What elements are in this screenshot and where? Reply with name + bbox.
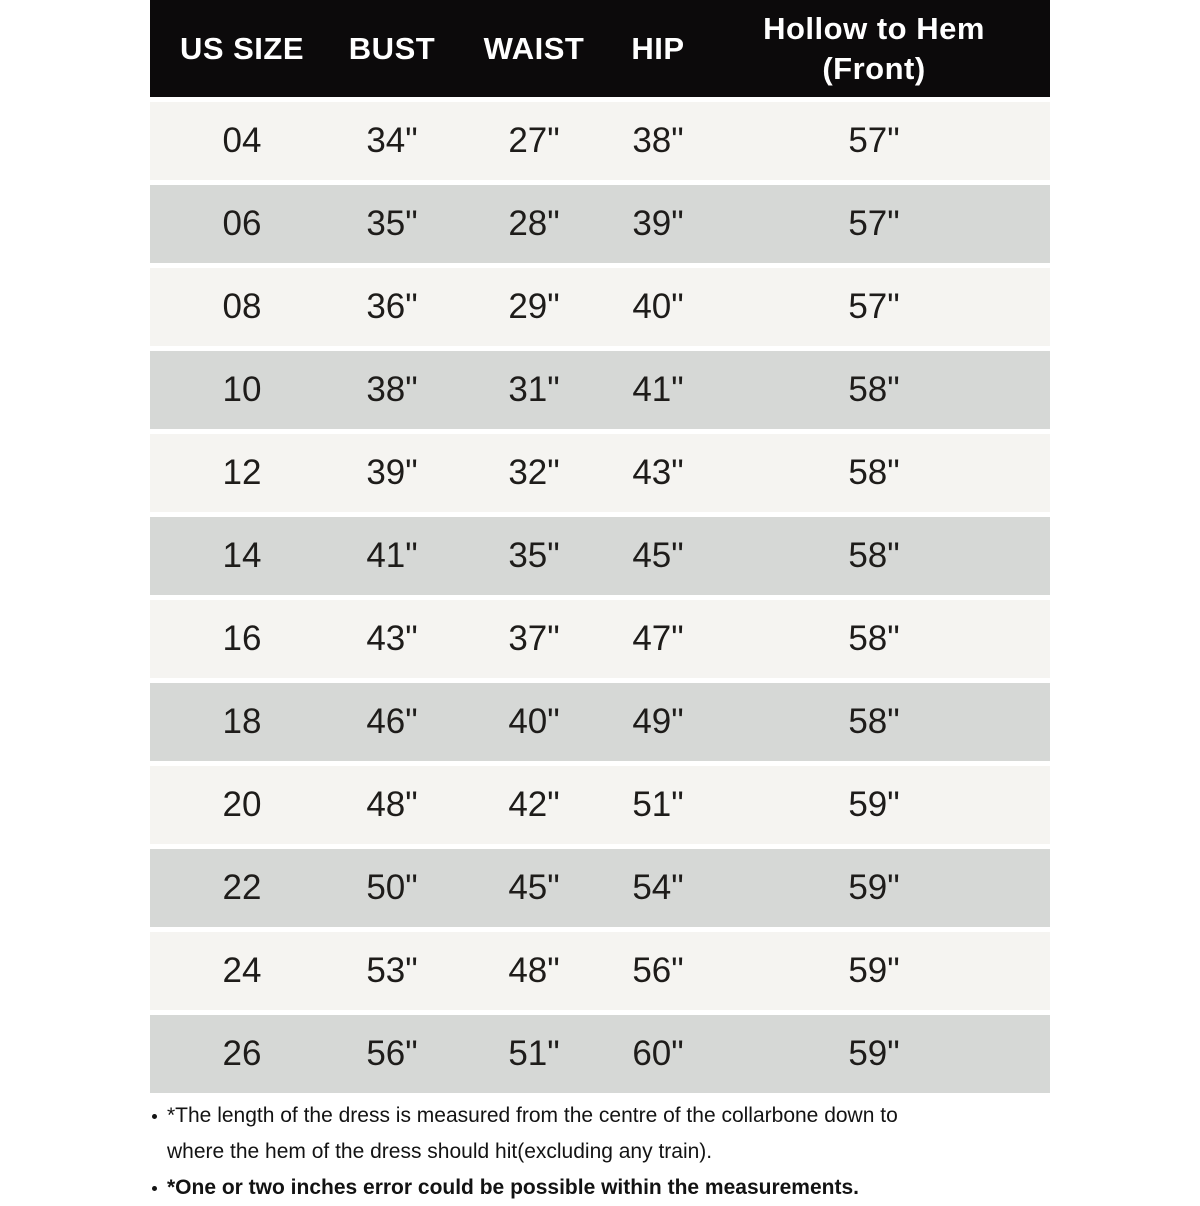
cell-hip: 45" [632, 536, 684, 575]
cell-us-size: 16 [222, 619, 262, 658]
cell-waist: 51" [508, 1034, 560, 1073]
table-row-size-04 [150, 102, 1050, 180]
cell-hollow-to-hem: 57" [848, 287, 900, 326]
cell-bust: 46" [366, 702, 418, 741]
cell-us-size: 08 [222, 287, 262, 326]
cell-hollow-to-hem: 57" [848, 204, 900, 243]
cell-bust: 43" [366, 619, 418, 658]
bullet-icon [152, 1186, 157, 1191]
cell-us-size: 10 [222, 370, 262, 409]
cell-waist: 31" [508, 370, 560, 409]
cell-hip: 49" [632, 702, 684, 741]
cell-bust: 36" [366, 287, 418, 326]
table-row-size-12 [150, 434, 1050, 512]
cell-us-size: 06 [222, 204, 262, 243]
note-text-line: *One or two inches error could be possible within the measurements. [167, 1176, 859, 1199]
cell-hollow-to-hem: 59" [848, 785, 900, 824]
column-header-waist [450, 0, 618, 97]
cell-bust: 56" [366, 1034, 418, 1073]
table-row-size-18 [150, 683, 1050, 761]
table-row-size-06 [150, 185, 1050, 263]
cell-us-size: 12 [222, 453, 262, 492]
note-text-line: *The length of the dress is measured from the centre of the collarbone down to [167, 1104, 898, 1127]
cell-hip: 56" [632, 951, 684, 990]
note-text-line: where the hem of the dress should hit(excluding any train). [167, 1140, 713, 1163]
cell-hip: 40" [632, 287, 684, 326]
cell-waist: 45" [508, 868, 560, 907]
table-row-size-24 [150, 932, 1050, 1010]
cell-bust: 50" [366, 868, 418, 907]
table-row-size-16 [150, 600, 1050, 678]
length-measurement-note [150, 1098, 1070, 1170]
column-header-label: WAIST [483, 30, 585, 66]
cell-waist: 27" [508, 121, 560, 160]
cell-hip: 60" [632, 1034, 684, 1073]
table-row-size-14 [150, 517, 1050, 595]
cell-bust: 41" [366, 536, 418, 575]
cell-waist: 32" [508, 453, 560, 492]
cell-us-size: 04 [222, 121, 262, 160]
table-header-row [150, 0, 1050, 97]
cell-hip: 54" [632, 868, 684, 907]
cell-bust: 39" [366, 453, 418, 492]
cell-hollow-to-hem: 58" [848, 702, 900, 741]
column-header-label: HIP [631, 30, 685, 66]
cell-us-size: 14 [222, 536, 262, 575]
column-header-hip [618, 0, 698, 97]
cell-hollow-to-hem: 58" [848, 619, 900, 658]
cell-hip: 38" [632, 121, 684, 160]
cell-bust: 34" [366, 121, 418, 160]
cell-bust: 48" [366, 785, 418, 824]
cell-bust: 53" [366, 951, 418, 990]
table-row-size-10 [150, 351, 1050, 429]
cell-bust: 35" [366, 204, 418, 243]
bullet-icon [152, 1114, 157, 1119]
column-header-hollow-to-hem [698, 0, 1050, 97]
column-header-us-size [150, 0, 334, 97]
column-header-label: BUST [348, 30, 436, 66]
cell-hip: 43" [632, 453, 684, 492]
size-chart-table [150, 0, 1050, 1098]
cell-hip: 41" [632, 370, 684, 409]
cell-hollow-to-hem: 59" [848, 951, 900, 990]
footnotes [150, 1098, 1070, 1206]
column-header-label: US SIZE [179, 30, 305, 66]
cell-waist: 35" [508, 536, 560, 575]
cell-hollow-to-hem: 59" [848, 868, 900, 907]
cell-hip: 47" [632, 619, 684, 658]
column-header-bust [334, 0, 450, 97]
tolerance-note [150, 1170, 1070, 1206]
column-header-label-line2: (Front) [822, 50, 926, 86]
cell-waist: 40" [508, 702, 560, 741]
cell-us-size: 22 [222, 868, 262, 907]
cell-waist: 29" [508, 287, 560, 326]
cell-hollow-to-hem: 59" [848, 1034, 900, 1073]
cell-bust: 38" [366, 370, 418, 409]
table-body [150, 102, 1050, 1093]
table-row-size-08 [150, 268, 1050, 346]
table-row-size-22 [150, 849, 1050, 927]
cell-waist: 48" [508, 951, 560, 990]
table-row-size-26 [150, 1015, 1050, 1093]
cell-hollow-to-hem: 58" [848, 536, 900, 575]
cell-us-size: 18 [222, 702, 262, 741]
cell-hollow-to-hem: 58" [848, 453, 900, 492]
cell-waist: 28" [508, 204, 560, 243]
cell-hip: 51" [632, 785, 684, 824]
cell-hip: 39" [632, 204, 684, 243]
column-header-label: Hollow to Hem [763, 10, 985, 46]
cell-us-size: 20 [222, 785, 262, 824]
table-row-size-20 [150, 766, 1050, 844]
cell-us-size: 26 [222, 1034, 262, 1073]
cell-us-size: 24 [222, 951, 262, 990]
cell-hollow-to-hem: 57" [848, 121, 900, 160]
cell-waist: 42" [508, 785, 560, 824]
cell-waist: 37" [508, 619, 560, 658]
cell-hollow-to-hem: 58" [848, 370, 900, 409]
